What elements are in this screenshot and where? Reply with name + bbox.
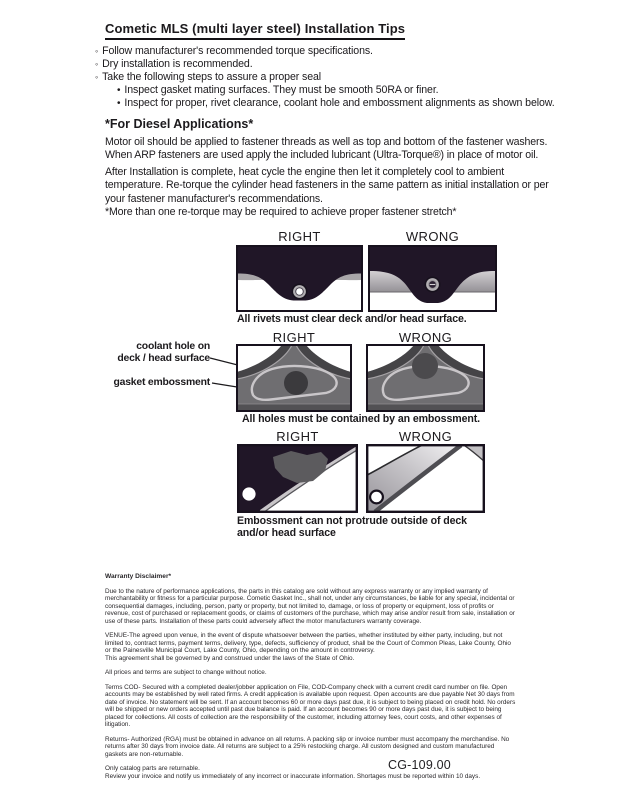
diesel-section-heading: *For Diesel Applications* [105,117,254,131]
figure1-caption: All rivets must clear deck and/or head surface. [237,313,467,325]
disclaimer-paragraph: This agreement shall be governed by and construed under the laws of the State of Ohio. [105,654,355,662]
disclaimer-paragraph: All prices and terms are subject to change without notice. [105,669,267,676]
diesel-paragraph: After Installation is complete, heat cycle the engine then let it completely cool to ambient temperature. Re-torque the cylinder head fasteners in the same pattern as initial installation or per your fastener manufacturer's recommendations. [105,166,549,205]
figure1-wrong-label: WRONG [405,229,460,244]
figure2-right-label: RIGHT [272,330,316,345]
coolant-hole-annotation [100,341,210,364]
bullet-marker: ◦ [95,46,99,56]
warranty-disclaimer [105,573,518,787]
bullet-marker: ◦ [95,59,99,69]
installation-tips-list [95,45,555,110]
figure3-right-label: RIGHT [276,429,319,444]
list-item [95,71,555,84]
figure1-right-label: RIGHT [278,229,321,244]
figure1-right-panel [236,245,363,312]
figure2-right-panel [236,344,352,412]
page-number: CG-109.00 [388,758,451,772]
list-item [95,58,555,71]
diesel-paragraph: Motor oil should be applied to fastener threads as well as top and bottom of the fastener washers. When ARP fasteners are used apply the included lubricant (Ultra-Torque®) in place of motor oil. [105,136,548,162]
tip-text: Take the following steps to assure a proper seal [102,71,322,83]
retorque-note: *More than one re-torque may be required to achieve proper fastener stretch* [105,206,457,218]
tip-text: Dry installation is recommended. [102,58,253,70]
disclaimer-paragraph: Due to the nature of performance applications, the parts in this catalog are sold without any express warranty or any implied warranty of merchantability or fitness for a particular purpose. Cometic Gasket Inc., shall not, under any circumstances, be liable for any special, incidental or consequential damages, including, person, party or property, but not limited to, damage, or loss of property or equipment, loss of profits or revenue, cost of purchased or replacement goods, or claims of customers of the purchase, which may arise and/or result from sale, installation or use of these parts. Installation of these parts could adversely affect the motor manufacturers warranty coverage. [105,587,515,625]
disclaimer-paragraph: Terms COD- Secured with a completed dealer/jobber application on File, COD-Company check with a current credit card number on file. Open accounts may be established by well rated firms. A credit application is available upon request. Open accounts are due payable Net 30 days from date of invoice. No statement will be sent. If an account becomes 60 or more days past due, it is subject to being placed on credit hold. No orders will be shipped or new orders accepted until past due balance is paid. If an account becomes 90 or more days past due, it is subject to being placed for collections. All costs of collection are the responsibility of the customer, including attorney fees, court costs, and other expenses of litigation. [105,683,516,728]
annotation-line: coolant hole on [136,341,210,352]
tip-text: Follow manufacturer's recommended torque specifications. [102,45,373,57]
disclaimer-paragraph: Returns- Authorized (RGA) must be obtained in advance on all returns. A packing slip or invoice number must accompany the merchandise. No returns after 30 days from invoice date. All returns are subject to a 25% restocking charge. All custom designed and custom manufactured gaskets are non-returnable. [105,735,510,758]
list-item [95,45,555,58]
figure2-wrong-panel [366,344,485,412]
figure1-wrong-panel [368,245,497,312]
gasket-embossment-annotation: gasket embossment [113,377,210,388]
figure3-right-panel [237,444,358,513]
figure2-wrong-label: WRONG [398,330,453,345]
disclaimer-paragraph: VENUE-The agreed upon venue, in the event of dispute whatsoever between the parties, whether instituted by either party, including, but not limited to, contract terms, payment terms, delivery, type, defects, sufficiency of product, shall be the Court of Common Pleas, Lake County, Ohio or the Painesville Municipal Court, Lake County, Ohio, depending on the amount in controversy. [105,632,511,654]
annotation-line: deck / head surface [117,352,210,364]
disclaimer-heading: Warranty Disclaimer* [105,573,172,580]
disclaimer-paragraph: Review your invoice and notify us immediately of any incorrect or inaccurate information. Shortages must be reported within 10 days. [105,772,481,780]
tip-text: Inspect gasket mating surfaces. They must be smooth 50RA or finer. [124,84,439,96]
disclaimer-paragraph: Only catalog parts are returnable. [105,765,200,772]
list-item [95,84,555,97]
tip-text: Inspect for proper, rivet clearance, coolant hole and embossment alignments as shown below. [124,97,555,109]
bullet-marker: • [117,85,121,96]
figure3-wrong-panel [366,444,485,513]
bullet-marker: • [117,98,121,109]
figure3-caption: Embossment can not protrude outside of deck and/or head surface [237,515,467,539]
list-item [95,97,555,110]
figure2-caption: All holes must be contained by an embossment. [241,413,481,425]
bullet-marker: ◦ [95,72,99,82]
page-title: Cometic MLS (multi layer steel) Installation Tips [105,21,405,40]
figure3-wrong-label: WRONG [398,429,453,444]
